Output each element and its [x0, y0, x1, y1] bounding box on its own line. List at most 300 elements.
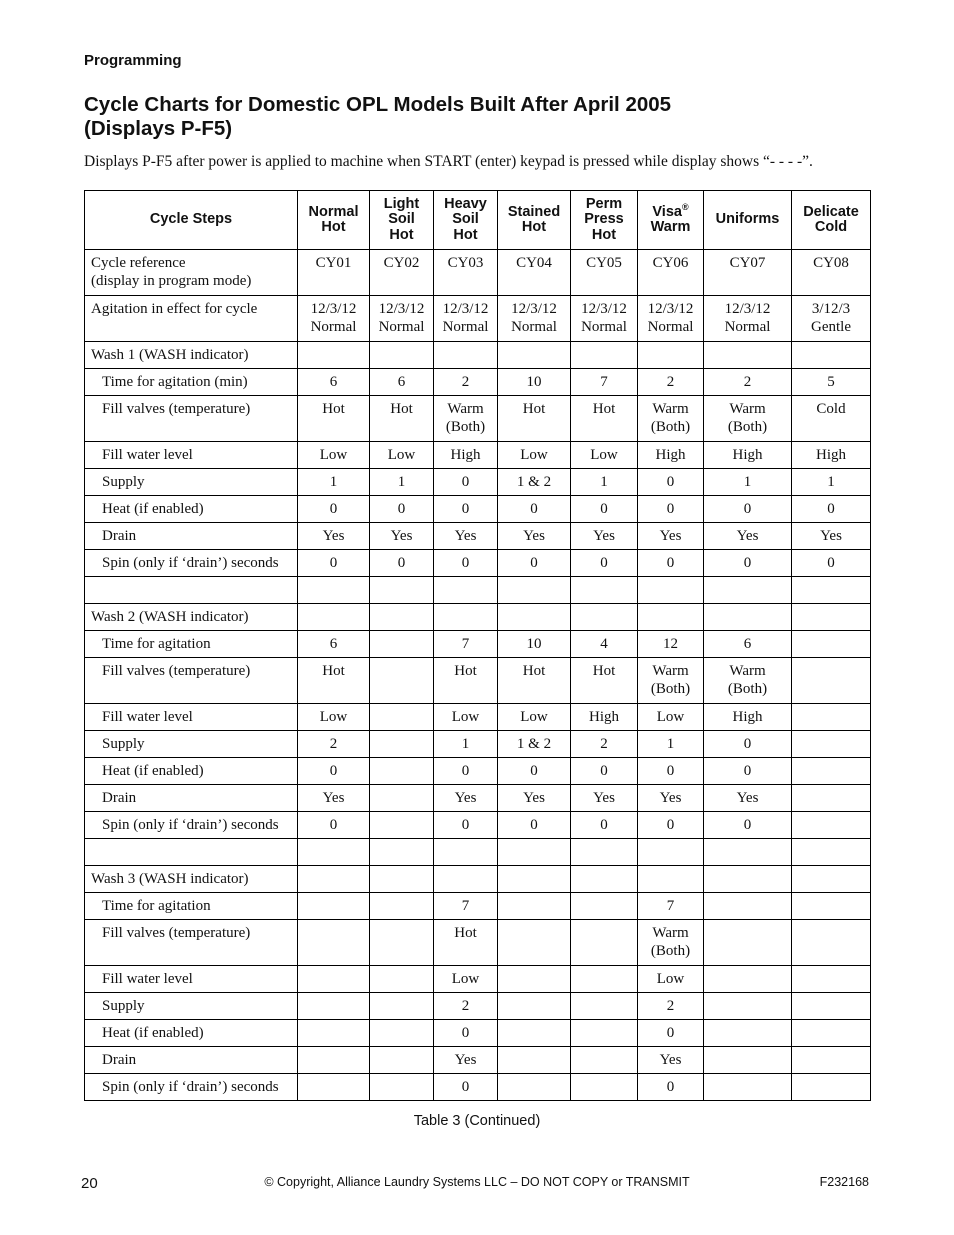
table-cell: [298, 839, 370, 866]
table-cell: [704, 342, 792, 369]
table-cell: Yes: [792, 523, 871, 550]
table-cell: [498, 577, 571, 604]
copyright-notice: © Copyright, Alliance Laundry Systems LLC – DO NOT COPY or TRANSMIT: [264, 1175, 690, 1189]
cycle-step-label-line: Drain: [102, 790, 137, 806]
table-cell: 0: [370, 496, 434, 523]
table-cell: [498, 1074, 571, 1101]
table-cell: Yes: [434, 523, 498, 550]
table-cell: [792, 1047, 871, 1074]
table-cell: [704, 839, 792, 866]
table-cell: [298, 993, 370, 1020]
table-row: [85, 369, 871, 396]
table-cell: [370, 785, 434, 812]
table-cell: Hot: [370, 396, 434, 442]
table-cell: 0: [704, 812, 792, 839]
column-header: [434, 191, 498, 250]
table-cell: [370, 731, 434, 758]
table-cell: High: [571, 704, 638, 731]
column-header: [792, 191, 871, 250]
table-cell: Hot: [498, 658, 571, 704]
table-cell: Yes: [704, 785, 792, 812]
table-caption: Table 3 (Continued): [413, 1113, 541, 1129]
column-header: [638, 191, 704, 250]
table-cell: [704, 866, 792, 893]
table-cell: 6: [298, 631, 370, 658]
table-cell: 2: [638, 369, 704, 396]
table-cell: [571, 1047, 638, 1074]
cycle-step-label-line: Time for agitation (min): [102, 374, 248, 390]
table-cell: [370, 577, 434, 604]
table-cell: [370, 920, 434, 966]
table-header-row: [85, 191, 871, 250]
table-cell: CY08: [792, 250, 871, 296]
table-cell: Low: [370, 442, 434, 469]
table-row: [85, 658, 871, 704]
table-cell: [498, 342, 571, 369]
table-cell: 7: [571, 369, 638, 396]
cycle-step-label: [85, 396, 298, 442]
table-row: [85, 523, 871, 550]
cycle-step-label: [85, 658, 298, 704]
table-cell: 7: [434, 631, 498, 658]
table-cell: [370, 1020, 434, 1047]
table-cell: Warm (Both): [638, 396, 704, 442]
column-header-line: Hot: [591, 226, 617, 243]
table-row: [85, 469, 871, 496]
table-cell: 0: [638, 758, 704, 785]
table-cell: 12/3/12 Normal: [638, 296, 704, 342]
table-cell: 2: [434, 993, 498, 1020]
table-cell: [298, 966, 370, 993]
table-cell: 1: [571, 469, 638, 496]
table-cell: 0: [434, 550, 498, 577]
table-cell: [370, 839, 434, 866]
table-cell: [571, 577, 638, 604]
table-cell: 0: [498, 758, 571, 785]
table-cell: [792, 812, 871, 839]
table-cell: Warm (Both): [704, 658, 792, 704]
table-cell: 0: [638, 496, 704, 523]
cycle-step-label-line: Fill water level: [102, 971, 193, 987]
column-header-line: Hot: [453, 226, 478, 243]
cycle-step-label: [85, 469, 298, 496]
table-cell: [704, 920, 792, 966]
table-cell: Hot: [298, 658, 370, 704]
table-cell: 0: [434, 1074, 498, 1101]
table-cell: [370, 342, 434, 369]
table-cell: [792, 1074, 871, 1101]
table-cell: Yes: [571, 523, 638, 550]
table-cell: [370, 631, 434, 658]
table-cell: Warm (Both): [434, 396, 498, 442]
table-cell: [792, 758, 871, 785]
table-cell: [638, 342, 704, 369]
table-cell: CY01: [298, 250, 370, 296]
table-cell: [792, 866, 871, 893]
table-cell: 7: [434, 893, 498, 920]
column-header-line: Hot: [389, 226, 414, 243]
table-cell: [498, 1020, 571, 1047]
table-row: [85, 758, 871, 785]
table-cell: 10: [498, 631, 571, 658]
table-cell: High: [638, 442, 704, 469]
cycle-step-label: [85, 250, 298, 296]
table-cell: Yes: [638, 785, 704, 812]
table-cell: [298, 1047, 370, 1074]
table-cell: 1: [298, 469, 370, 496]
table-cell: 6: [298, 369, 370, 396]
table-row: [85, 839, 871, 866]
table-cell: [498, 993, 571, 1020]
table-cell: [792, 604, 871, 631]
table-cell: 0: [638, 469, 704, 496]
cycle-step-label: [85, 704, 298, 731]
table-cell: [370, 812, 434, 839]
cycle-step-label-line: Fill water level: [102, 709, 193, 725]
cycle-step-label: [85, 893, 298, 920]
page-title-line-1: Cycle Charts for Domestic OPL Models Built After April 2005: [84, 93, 672, 116]
table-cell: [571, 839, 638, 866]
column-header-line: Stained: [507, 203, 561, 220]
table-cell: [704, 1020, 792, 1047]
cycle-step-label: [85, 604, 298, 631]
table-cell: 4: [571, 631, 638, 658]
registered-mark: ®: [681, 201, 689, 212]
cycle-step-label-line: Drain: [102, 528, 137, 544]
table-cell: [792, 993, 871, 1020]
table-row: [85, 1074, 871, 1101]
table-cell: [704, 1074, 792, 1101]
table-cell: 3/12/3 Gentle: [792, 296, 871, 342]
table-cell: CY04: [498, 250, 571, 296]
table-cell: 7: [638, 893, 704, 920]
table-cell: [370, 966, 434, 993]
cycle-step-label: [85, 993, 298, 1020]
table-body: [85, 250, 871, 1101]
table-row: [85, 442, 871, 469]
table-cell: Yes: [298, 785, 370, 812]
table-cell: [792, 577, 871, 604]
table-cell: Low: [638, 966, 704, 993]
table-cell: [792, 966, 871, 993]
table-row: [85, 496, 871, 523]
column-header: [704, 191, 792, 250]
table-cell: [498, 966, 571, 993]
table-cell: 0: [571, 550, 638, 577]
cycle-step-label: [85, 758, 298, 785]
table-cell: 12/3/12 Normal: [498, 296, 571, 342]
cycle-chart-table: [84, 190, 871, 1101]
table-cell: 0: [792, 496, 871, 523]
table-cell: 6: [704, 631, 792, 658]
table-cell: [571, 920, 638, 966]
page-number: 20: [81, 1175, 98, 1192]
cycle-step-label: [85, 631, 298, 658]
table-cell: 0: [434, 1020, 498, 1047]
table-cell: [571, 966, 638, 993]
table-cell: High: [704, 442, 792, 469]
cycle-step-label-line: Cycle reference: [91, 255, 186, 271]
table-cell: 0: [571, 758, 638, 785]
table-cell: 1: [370, 469, 434, 496]
cycle-step-label: [85, 342, 298, 369]
table-cell: [370, 658, 434, 704]
table-cell: [571, 1020, 638, 1047]
table-row: [85, 731, 871, 758]
cycle-step-label: [85, 1020, 298, 1047]
table-cell: Hot: [434, 658, 498, 704]
table-cell: 2: [638, 993, 704, 1020]
column-header-line: Press: [584, 211, 624, 228]
cycle-step-label-line: Spin (only if ‘drain’) seconds: [102, 555, 279, 571]
table-cell: 12/3/12 Normal: [704, 296, 792, 342]
table-cell: [571, 866, 638, 893]
table-cell: [434, 577, 498, 604]
cycle-step-label: [85, 866, 298, 893]
table-cell: Hot: [298, 396, 370, 442]
cycle-step-label: [85, 550, 298, 577]
table-cell: 2: [298, 731, 370, 758]
table-cell: 0: [638, 1074, 704, 1101]
table-cell: [792, 704, 871, 731]
cycle-step-label-line: Heat (if enabled): [102, 1025, 204, 1041]
table-cell: High: [792, 442, 871, 469]
table-row: [85, 342, 871, 369]
table-cell: [638, 839, 704, 866]
table-cell: [792, 1020, 871, 1047]
column-header-line: Delicate: [803, 203, 859, 220]
table-cell: Yes: [434, 785, 498, 812]
table-cell: Yes: [638, 1047, 704, 1074]
table-cell: [571, 893, 638, 920]
table-cell: [370, 1047, 434, 1074]
table-cell: 2: [571, 731, 638, 758]
column-header-line: Hot: [321, 219, 346, 235]
table-cell: 5: [792, 369, 871, 396]
table-cell: 0: [792, 550, 871, 577]
table-cell: [571, 1074, 638, 1101]
table-cell: Low: [571, 442, 638, 469]
cycle-step-label-line: Supply: [102, 998, 145, 1014]
table-cell: [704, 893, 792, 920]
table-cell: CY05: [571, 250, 638, 296]
table-cell: [298, 920, 370, 966]
table-cell: 12/3/12 Normal: [434, 296, 498, 342]
column-header-line: Cycle Steps: [149, 211, 233, 228]
table-row: [85, 604, 871, 631]
table-cell: Yes: [298, 523, 370, 550]
table-cell: 0: [638, 550, 704, 577]
table-cell: CY06: [638, 250, 704, 296]
table-cell: 10: [498, 369, 571, 396]
table-cell: [498, 866, 571, 893]
cycle-step-label-line: Supply: [102, 736, 145, 752]
table-cell: [498, 604, 571, 631]
table-cell: 0: [370, 550, 434, 577]
cycle-step-label: [85, 785, 298, 812]
cycle-step-label-line: Wash 3 (WASH indicator): [91, 871, 249, 887]
table-cell: [434, 342, 498, 369]
table-cell: Hot: [571, 658, 638, 704]
table-cell: 0: [704, 496, 792, 523]
table-cell: [792, 920, 871, 966]
table-cell: [638, 866, 704, 893]
table-cell: 0: [638, 1020, 704, 1047]
document-number: F232168: [819, 1175, 869, 1189]
table-cell: [498, 920, 571, 966]
table-cell: [792, 893, 871, 920]
table-row: [85, 785, 871, 812]
table-cell: 2: [434, 369, 498, 396]
column-header: [370, 191, 434, 250]
cycle-step-label: [85, 296, 298, 342]
table-cell: 0: [434, 496, 498, 523]
table-cell: [792, 731, 871, 758]
column-header: [498, 191, 571, 250]
table-cell: [498, 1047, 571, 1074]
column-header: [85, 191, 298, 250]
table-cell: Low: [638, 704, 704, 731]
table-cell: Hot: [498, 396, 571, 442]
table-cell: Yes: [571, 785, 638, 812]
table-cell: High: [434, 442, 498, 469]
table-cell: [704, 1047, 792, 1074]
cycle-step-label-line: (display in program mode): [91, 273, 252, 289]
intro-paragraph: Displays P-F5 after power is applied to machine when START (enter) keypad is pressed while display shows “- - - -”.: [84, 153, 813, 170]
table-row: [85, 296, 871, 342]
table-row: [85, 550, 871, 577]
column-header-line: Perm: [585, 195, 623, 212]
table-cell: Warm (Both): [638, 920, 704, 966]
section-label: Programming: [84, 52, 182, 69]
column-header-line: Light: [383, 195, 420, 212]
table-cell: 0: [298, 758, 370, 785]
cycle-step-label: [85, 812, 298, 839]
cycle-step-label-line: Supply: [102, 474, 145, 490]
table-cell: [638, 604, 704, 631]
column-header-line: Hot: [521, 219, 547, 235]
table-cell: Low: [298, 704, 370, 731]
cycle-step-label-line: Wash 1 (WASH indicator): [91, 347, 249, 363]
table-cell: Yes: [434, 1047, 498, 1074]
table-cell: [298, 604, 370, 631]
table-cell: [434, 604, 498, 631]
table-cell: [370, 1074, 434, 1101]
table-cell: [792, 342, 871, 369]
table-cell: [298, 577, 370, 604]
table-cell: 0: [298, 812, 370, 839]
table-cell: 1: [638, 731, 704, 758]
table-cell: Hot: [434, 920, 498, 966]
cycle-step-label: [85, 1047, 298, 1074]
table-row: [85, 577, 871, 604]
table-cell: Yes: [370, 523, 434, 550]
cycle-step-label-line: Drain: [102, 1052, 137, 1068]
table-cell: [704, 604, 792, 631]
cycle-step-label-line: Heat (if enabled): [102, 501, 204, 517]
table-cell: [704, 993, 792, 1020]
table-cell: 12/3/12 Normal: [370, 296, 434, 342]
table-cell: 12/3/12 Normal: [298, 296, 370, 342]
column-header-line: Heavy: [444, 195, 487, 212]
table-row: [85, 920, 871, 966]
table-cell: 0: [638, 812, 704, 839]
column-header: [298, 191, 370, 250]
table-cell: [571, 604, 638, 631]
table-cell: Low: [298, 442, 370, 469]
cycle-step-label-line: Time for agitation: [102, 898, 211, 914]
table-cell: Cold: [792, 396, 871, 442]
table-cell: 0: [704, 731, 792, 758]
table-cell: [792, 658, 871, 704]
cycle-step-label-line: Time for agitation: [102, 636, 211, 652]
table-cell: Yes: [704, 523, 792, 550]
cycle-step-label-line: Spin (only if ‘drain’) seconds: [102, 817, 279, 833]
cycle-step-label: [85, 731, 298, 758]
table-cell: 2: [704, 369, 792, 396]
table-cell: Low: [434, 704, 498, 731]
cycle-step-label: [85, 442, 298, 469]
table-cell: [370, 893, 434, 920]
table-cell: Yes: [638, 523, 704, 550]
table-cell: Yes: [498, 785, 571, 812]
table-cell: [498, 893, 571, 920]
table-cell: [370, 604, 434, 631]
table-cell: [298, 1020, 370, 1047]
cycle-step-label-line: Fill valves (temperature): [102, 925, 251, 941]
table-cell: 0: [434, 758, 498, 785]
table-cell: [638, 577, 704, 604]
table-cell: 0: [434, 469, 498, 496]
table-cell: 0: [704, 550, 792, 577]
table-cell: High: [704, 704, 792, 731]
cycle-step-label-line: Heat (if enabled): [102, 763, 204, 779]
page-title-line-2: (Displays P-F5): [84, 117, 233, 140]
cycle-step-label: [85, 966, 298, 993]
table-cell: 0: [571, 496, 638, 523]
table-row: [85, 812, 871, 839]
cycle-step-label-line: Wash 2 (WASH indicator): [91, 609, 249, 625]
column-header-line: Warm: [650, 219, 691, 235]
table-cell: Yes: [498, 523, 571, 550]
table-cell: [298, 1074, 370, 1101]
table-cell: 6: [370, 369, 434, 396]
table-cell: 0: [498, 812, 571, 839]
table-cell: 0: [571, 812, 638, 839]
table-cell: 1: [792, 469, 871, 496]
table-cell: [370, 758, 434, 785]
cycle-step-label: [85, 523, 298, 550]
table-row: [85, 704, 871, 731]
cycle-step-label-line: Agitation in effect for cycle: [91, 301, 258, 317]
table-cell: 1 & 2: [498, 469, 571, 496]
table-cell: 0: [498, 496, 571, 523]
table-cell: 0: [298, 550, 370, 577]
table-cell: Warm (Both): [704, 396, 792, 442]
table-cell: CY02: [370, 250, 434, 296]
cycle-step-label-line: Fill valves (temperature): [102, 663, 251, 679]
cycle-step-label: [85, 1074, 298, 1101]
table-cell: Warm (Both): [638, 658, 704, 704]
page-title: [84, 93, 671, 141]
table-cell: 1: [434, 731, 498, 758]
column-header-line: Soil: [452, 211, 479, 228]
table-cell: [298, 893, 370, 920]
table-cell: 0: [298, 496, 370, 523]
table-cell: [370, 704, 434, 731]
cycle-step-label-line: Fill valves (temperature): [102, 401, 251, 417]
table-cell: CY07: [704, 250, 792, 296]
